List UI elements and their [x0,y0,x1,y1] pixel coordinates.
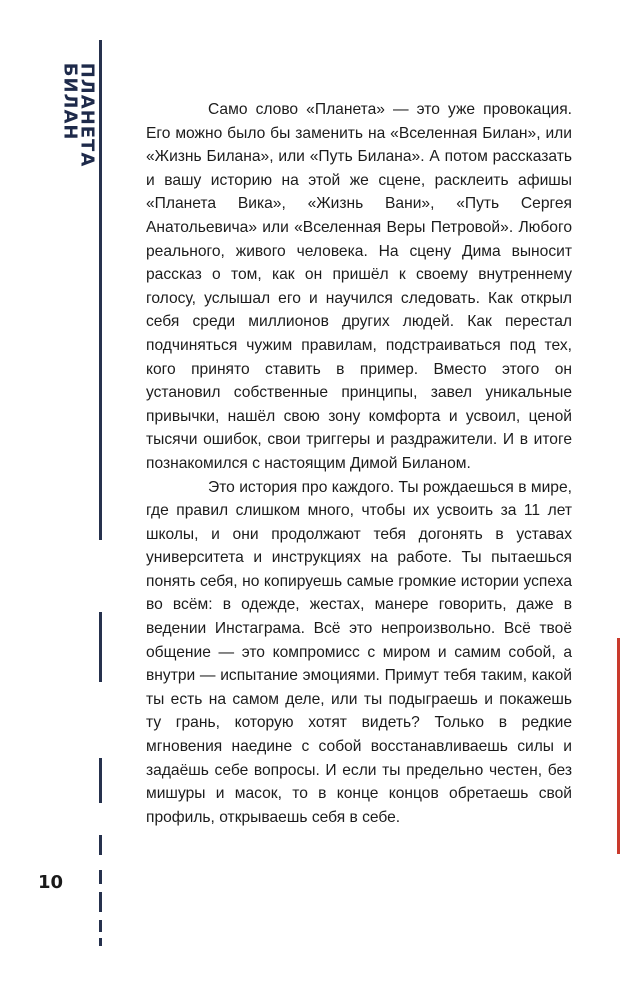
margin-divider [99,40,102,540]
book-title-line-2: БИЛАН [59,62,81,141]
margin-divider-segment [99,870,102,884]
margin-divider-segment [99,758,102,803]
margin-divider-segment [99,612,102,682]
paragraph: Само слово «Планета» — это уже провокация. Его можно было бы заменить на «Вселенная Билан», или «Жизнь Билана», или «Путь Билана». А потом рассказать и вашу историю на этой же сцене, расклеить афишы «Планета Вика», «Жизнь Вани», «Путь Сергея Анатольевича» или «Вселенная Веры Петровой». Любого реального, живого человека. На сцену Дима выносит рассказ о том, как он пришёл к своему внутреннему голосу, услышал его и научился следовать. Как открыл себя среди миллионов других людей. Как перестал подчиняться чужим правилам, подстраиваться под тех, кого принято ставить в пример. Вместо этого он установил собственные принципы, завел уникальные привычки, нашёл свою зону комфорта и усвоил, ценой тысячи ошибок, свои триггеры и раздражители. И в итоге познакомился с настоящим Димой Биланом. [146,101,572,472]
paragraph: Это история про каждого. Ты рождаешься в мире, где правил слишком много, чтобы их усвоить за 11 лет школы, и они продолжают тебя догонять в уставах университета и инструкциях на работе. Ты пытаешься понять себя, но копируешь самые громкие истории успеха во всём: в одежде, жестах, манере говорить, даже в ведении Инстаграма. Всё это непроизвольно. Всё твоё общение — это компромисс с миром и самим собой, а внутри — испытание эмоциями. Примут тебя таким, какой ты есть на самом деле, или ты подыграешь и покажешь ту грань, которую хотят видеть? Только в редкие мгновения наедине с собой восстанавливаешь силы и задаёшь себе вопросы. И если ты предельно честен, без мишуры и масок, то в конце концов обретаешь свой профиль, открываешь себя в себе. [146,478,572,826]
margin-divider-segment [99,938,102,946]
margin-divider-segment [99,892,102,912]
book-title-text [59,62,98,168]
page-number: 10 [38,872,64,893]
book-title [52,60,104,170]
margin-divider-segment [99,835,102,855]
body-text [146,98,572,829]
book-title-line-1: ПЛАНЕТА [76,62,98,168]
margin-divider-segment [99,920,102,932]
